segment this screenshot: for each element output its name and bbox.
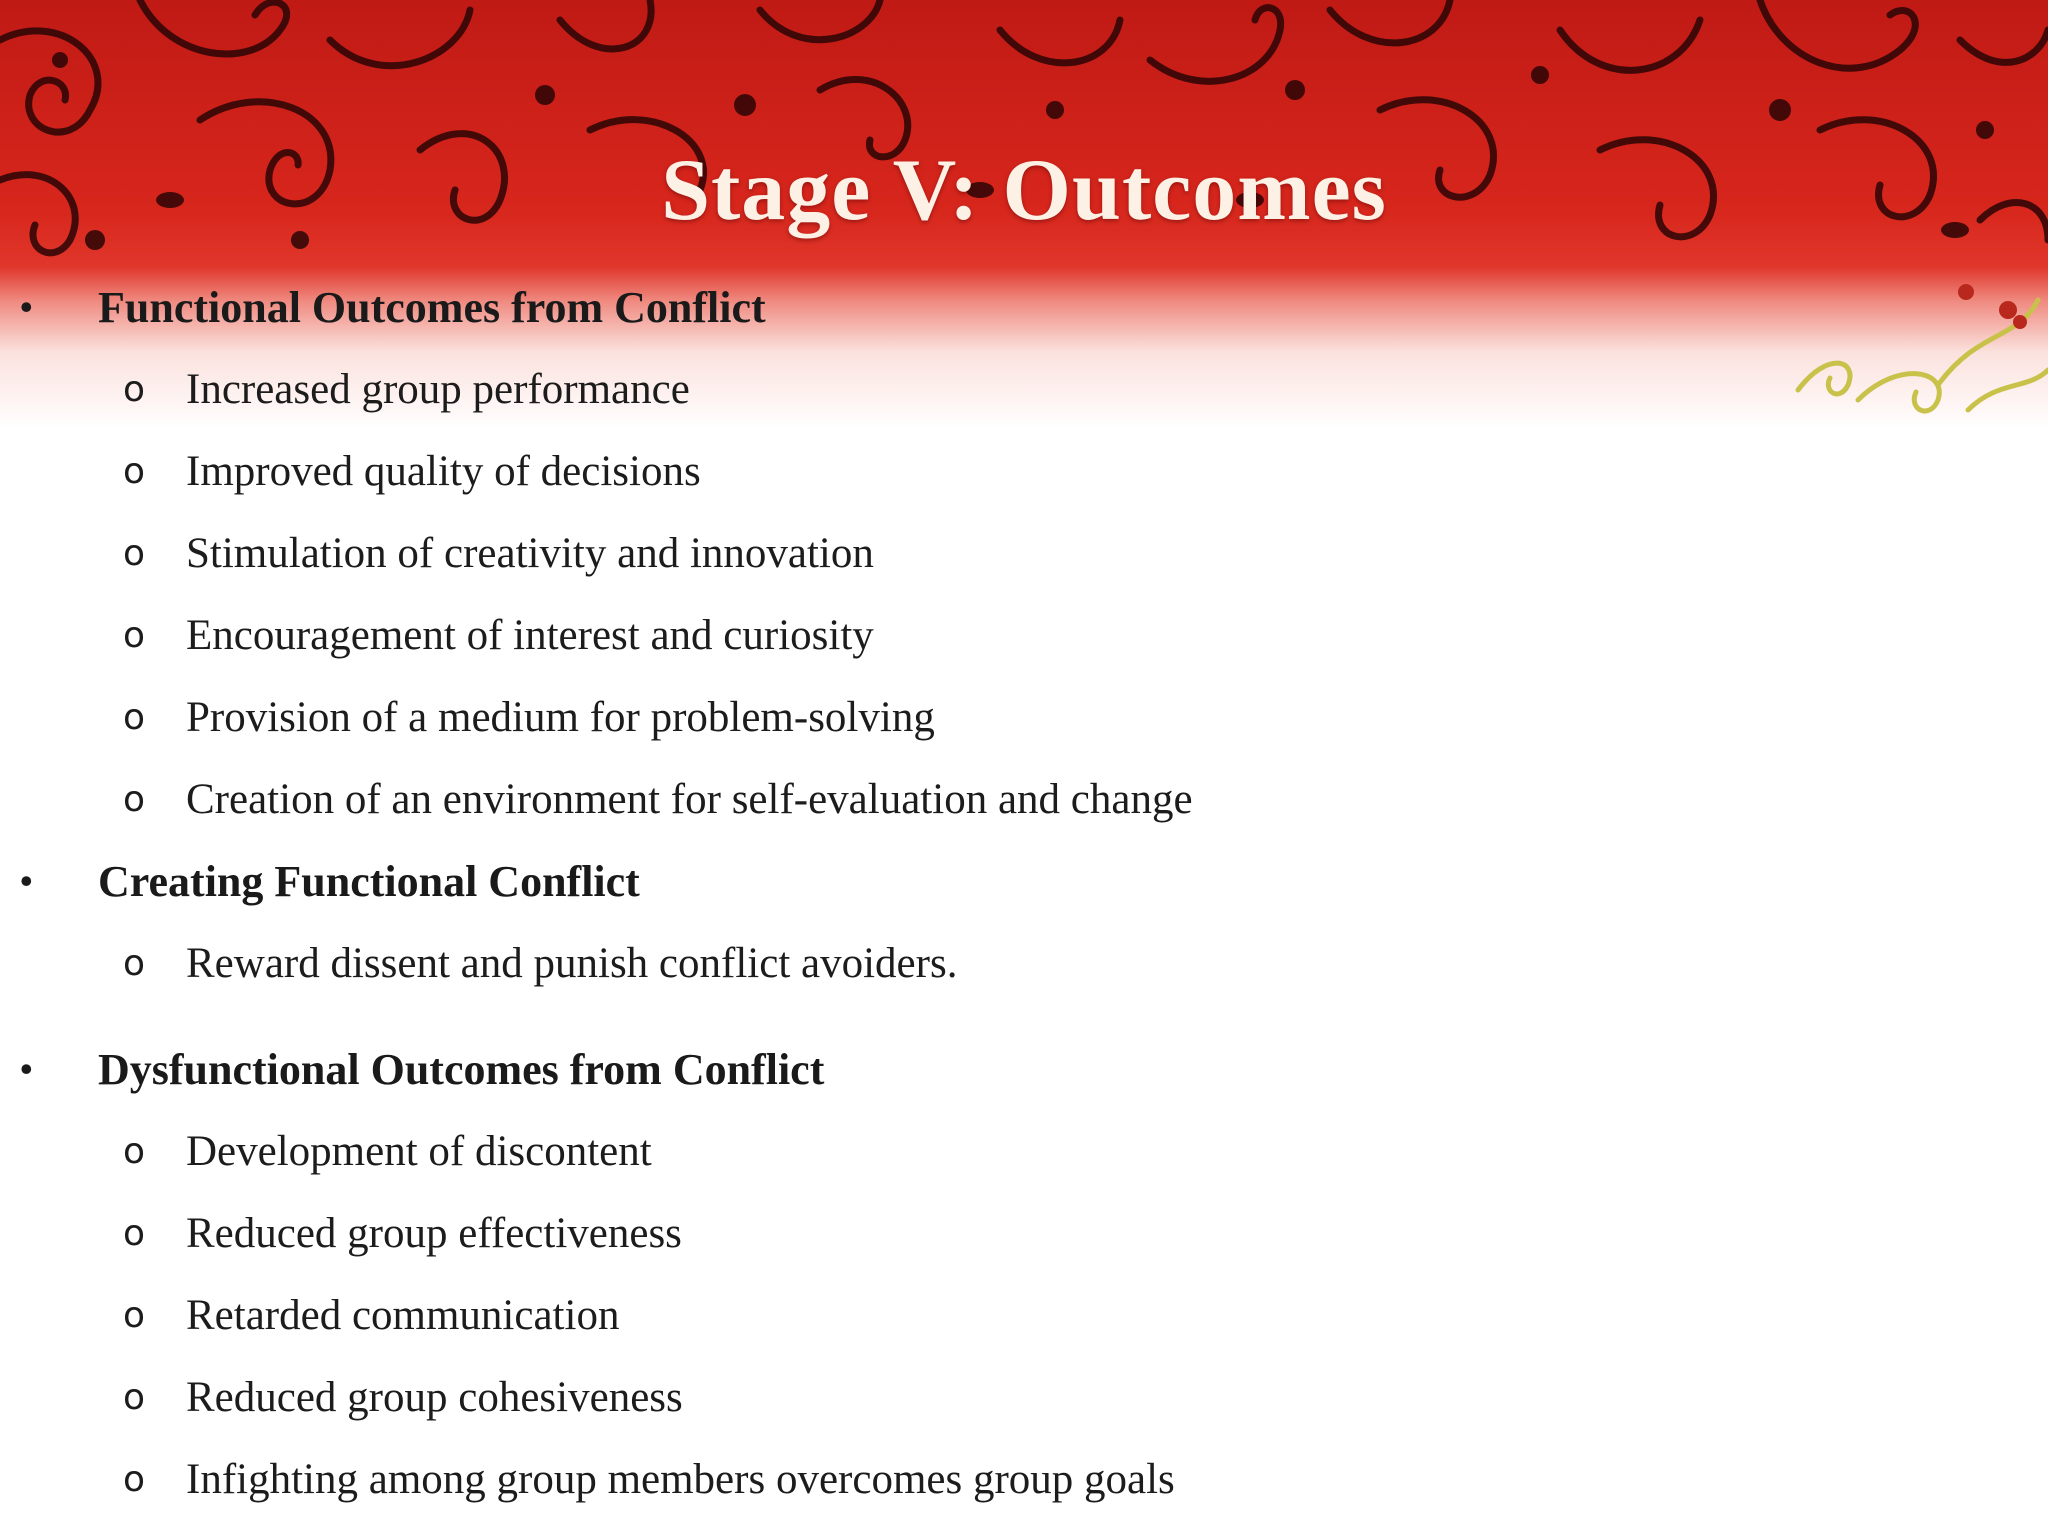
sub-bullet-icon: o [123,532,146,574]
corner-vine-decoration [1788,270,2048,430]
bullet-icon: • [20,861,33,901]
sub-bullet-icon: o [123,1376,146,1418]
sub-bullet-icon: o [123,1130,146,1172]
list-item [0,605,874,665]
bullet-icon: • [20,1049,33,1089]
list-item [0,1449,1175,1509]
list-item [0,359,690,419]
heading-text: Functional Outcomes from Conflict [98,282,766,332]
sub-bullet-icon: o [123,778,146,820]
item-text: Improved quality of decisions [186,447,701,495]
heading-text: Dysfunctional Outcomes from Conflict [98,1044,825,1094]
sub-bullet-icon: o [123,614,146,656]
section-heading [0,277,766,337]
sub-bullet-icon: o [123,1458,146,1500]
item-text: Stimulation of creativity and innovation [186,529,874,577]
item-text: Increased group performance [186,365,690,413]
list-item [0,1367,683,1427]
sub-bullet-icon: o [123,1294,146,1336]
item-text: Provision of a medium for problem-solving [186,693,935,741]
sub-bullet-icon: o [123,942,146,984]
sub-bullet-icon: o [123,450,146,492]
item-text: Development of discontent [186,1127,652,1175]
sub-bullet-icon: o [123,1212,146,1254]
item-text: Creation of an environment for self-evaluation and change [186,775,1193,823]
item-text: Retarded communication [186,1291,620,1339]
heading-text: Creating Functional Conflict [98,856,640,906]
list-item [0,1121,652,1181]
item-text: Reduced group effectiveness [186,1209,682,1257]
list-item [0,441,701,501]
item-text: Infighting among group members overcomes group goals [186,1455,1175,1503]
item-text: Reduced group cohesiveness [186,1373,683,1421]
list-item [0,1203,682,1263]
list-item [0,769,1193,829]
list-item [0,1285,619,1345]
slide-title: Stage V: Outcomes [661,142,1387,239]
section-heading [0,1039,824,1099]
list-item [0,687,935,747]
section-heading [0,851,640,911]
item-text: Reward dissent and punish conflict avoiders. [186,939,958,987]
bullet-icon: • [20,287,33,327]
item-text: Encouragement of interest and curiosity [186,611,874,659]
sub-bullet-icon: o [123,368,146,410]
list-item [0,933,957,993]
list-item [0,523,874,583]
sub-bullet-icon: o [123,696,146,738]
